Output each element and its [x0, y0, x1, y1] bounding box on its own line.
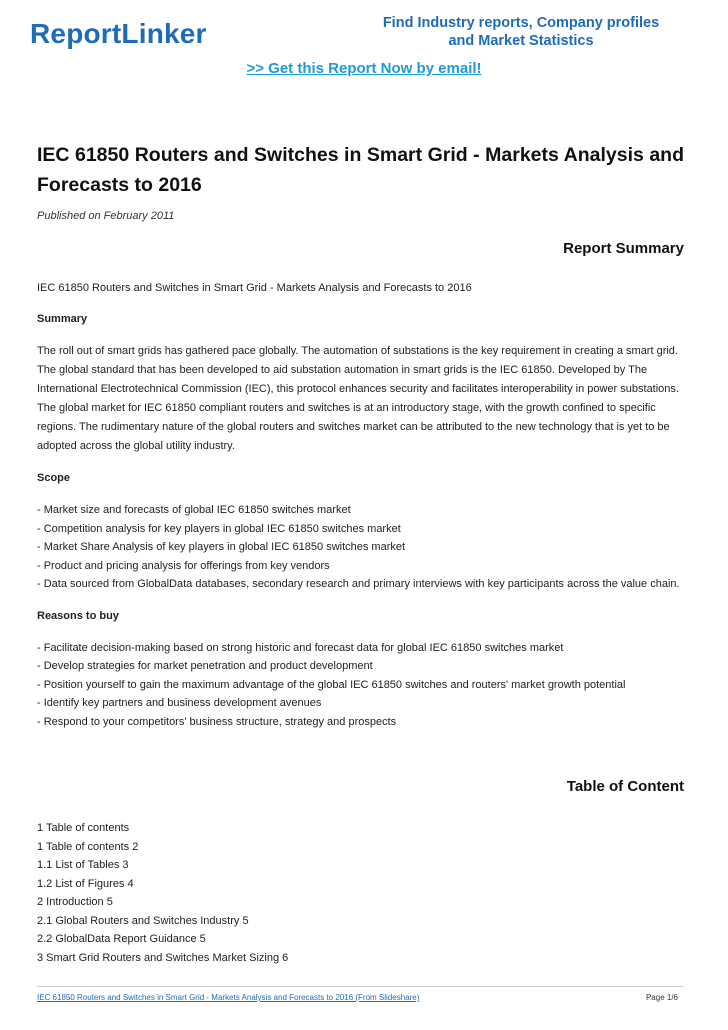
report-title: IEC 61850 Routers and Switches in Smart Grid - Markets Analysis and Forecasts to 2016	[37, 144, 684, 196]
report-summary-heading: Report Summary	[563, 240, 684, 257]
reportlinker-logo[interactable]: ReportLinker	[30, 18, 207, 49]
toc-item: 1.1 List of Tables 3	[37, 859, 129, 871]
page-header	[0, 0, 728, 90]
table-of-content-heading: Table of Content	[566, 778, 684, 795]
list-item: - Market Share Analysis of key players in global IEC 61850 switches market	[37, 541, 406, 553]
scope-label: Scope	[37, 472, 71, 484]
list-item: - Develop strategies for market penetration and product development	[37, 660, 373, 672]
header-tagline	[356, 14, 686, 50]
list-item: - Product and pricing analysis for offerings from key vendors	[37, 559, 330, 572]
toc-item: 3 Smart Grid Routers and Switches Market Sizing 6	[37, 951, 289, 964]
list-item: - Market size and forecasts of global IEC 61850 switches market	[37, 504, 351, 516]
list-item: - Identify key partners and business development avenues	[37, 697, 322, 709]
toc-item: 1 Table of contents	[37, 822, 130, 834]
list-item: - Position yourself to gain the maximum advantage of the global IEC 61850 switches and routers' market growth potential	[37, 678, 626, 691]
get-report-email-link[interactable]: >> Get this Report Now by email!	[246, 60, 482, 77]
tagline-line-1: Find Industry reports, Company profiles	[382, 15, 660, 31]
summary-text: The roll out of smart grids has gathered pace globally. The automation of substations is the key requirement in creating a smart grid. The global standard that has been developed to aid substation automation in smart grids is the IEC 61850. Developed by The International Electrotechnical Commission (IEC), this protocol enhances security and facilitates interoperability in power substations. The global market for IEC 61850 compliant routers and switches is at an introductory stage, with the growth confined to specific regions. The rudimentary nature of the global routers and switches market can be attributed to the new technology that is yet to be adopted across the global utility industry.	[37, 345, 679, 452]
page-footer	[37, 986, 684, 1005]
tagline-line-2: and Market Statistics	[448, 33, 594, 49]
reasons-label: Reasons to buy	[37, 609, 119, 622]
report-content	[37, 140, 684, 967]
scope-list	[37, 501, 684, 594]
toc-item: 2 Introduction 5	[37, 896, 113, 908]
footer-source-link[interactable]: IEC 61850 Routers and Switches in Smart Grid - Markets Analysis and Forecasts to 2016 (From Slideshare)	[37, 993, 420, 1002]
list-item: - Respond to your competitors' business structure, strategy and prospects	[37, 715, 397, 728]
published-date: Published on February 2011	[37, 210, 175, 222]
list-item: - Competition analysis for key players in global IEC 61850 switches market	[37, 522, 401, 535]
toc-item: 1 Table of contents 2	[37, 840, 139, 853]
reasons-list	[37, 639, 684, 732]
toc-item: 2.2 GlobalData Report Guidance 5	[37, 933, 206, 945]
list-item: - Data sourced from GlobalData databases, secondary research and primary interviews with key participants across the value chain.	[37, 578, 680, 590]
toc-item: 1.2 List of Figures 4	[37, 877, 134, 890]
toc-list	[37, 819, 684, 967]
list-item: - Facilitate decision-making based on strong historic and forecast data for global IEC 61850 switches market	[37, 641, 564, 654]
page-number: Page 1/6	[645, 993, 678, 1002]
toc-item: 2.1 Global Routers and Switches Industry 5	[37, 914, 249, 927]
summary-intro: IEC 61850 Routers and Switches in Smart Grid - Markets Analysis and Forecasts to 2016	[37, 282, 472, 294]
summary-label: Summary	[37, 313, 88, 325]
